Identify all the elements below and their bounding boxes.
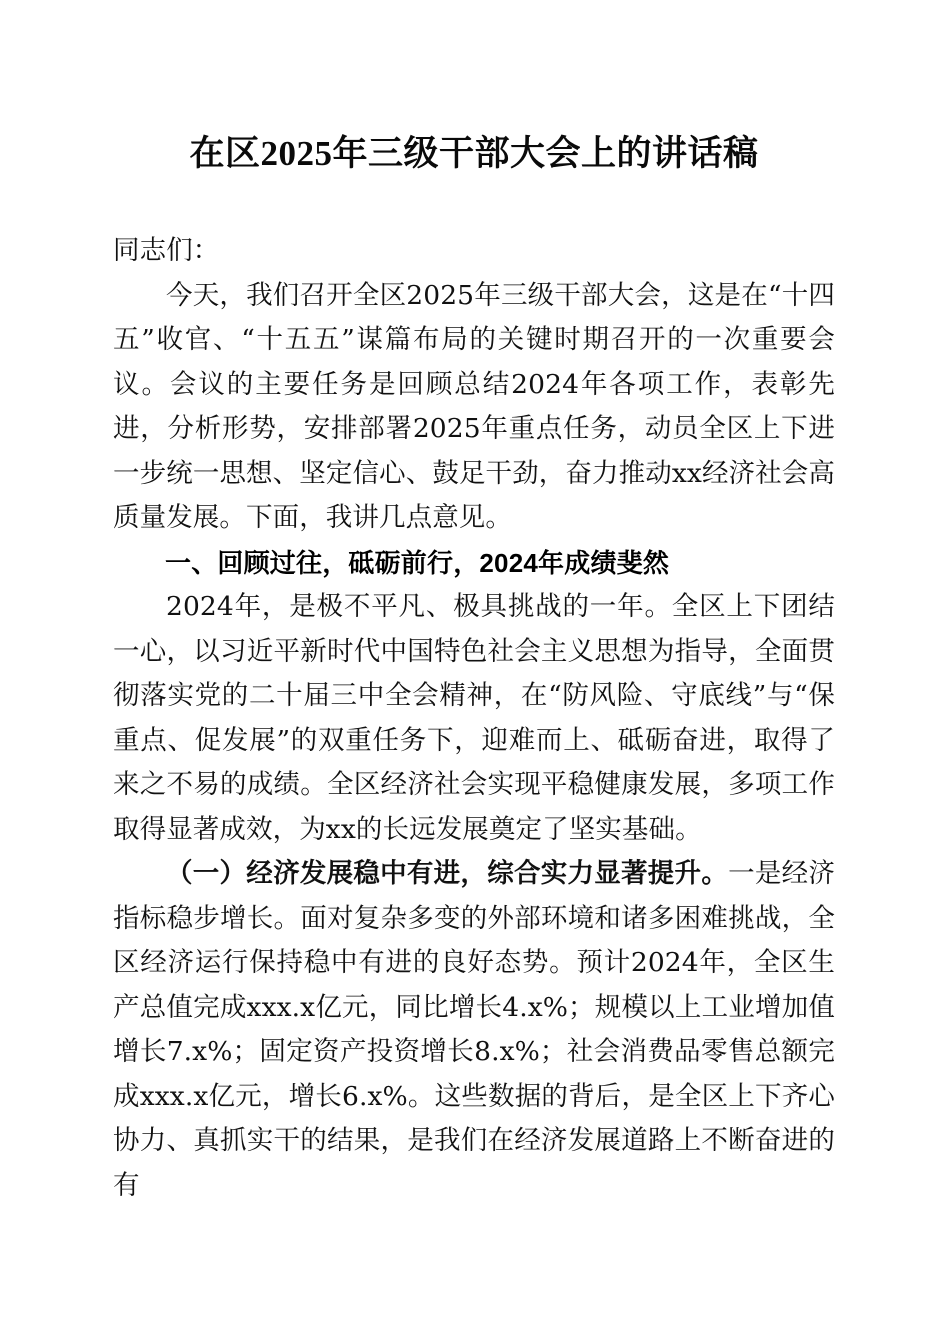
subsection-body-1: 一是经济指标稳步增长。面对复杂多变的外部环境和诸多困难挑战，全区经济运行保持稳中有进的良好态势。预计2024年，全区生产总值完成xxx.x亿元，同比增长4.x%；规模以上工业增加值增长7.x%；固定资产投资增长8.x%；社会消费品零售总额完成xxx.x亿元，增长6.x%。这些数据的背后，是全区上下齐心协力、真抓实干的结果，是我们在经济发展道路上不断奋进的有: [113, 858, 835, 1201]
salutation: 同志们：: [113, 235, 220, 266]
document-body: [113, 0, 835, 1208]
page-title: 在区2025年三级干部大会上的讲话稿: [189, 134, 759, 173]
paragraph-review-2024: 2024年，是极不平凡、极具挑战的一年。全区上下团结一心，以习近平新时代中国特色社会主义思想为指导，全面贯彻落实党的二十届三中全会精神，在“防风险、守底线”与“保重点、促发展”的双重任务下，迎难而上、砥砺奋进，取得了来之不易的成绩。全区经济社会实现平稳健康发展，多项工作取得显著成效，为xx的长远发展奠定了坚实基础。: [113, 591, 835, 845]
section-heading-1: 一、回顾过往，砥砺前行，2024年成绩斐然: [165, 547, 670, 578]
subsection-lead-1: （一）经济发展稳中有进，综合实力显著提升。: [166, 858, 729, 889]
paragraph-subsection-one: [113, 852, 835, 1208]
paragraph-opening: 今天，我们召开全区2025年三级干部大会，这是在“十四五”收官、“十五五”谋篇布局的关键时期召开的一次重要会议。会议的主要任务是回顾总结2024年各项工作，表彰先进，分析形势，安排部署2025年重点任务，动员全区上下进一步统一思想、坚定信心、鼓足干劲，奋力推动xx经济社会高质量发展。下面，我讲几点意见。: [113, 279, 835, 533]
